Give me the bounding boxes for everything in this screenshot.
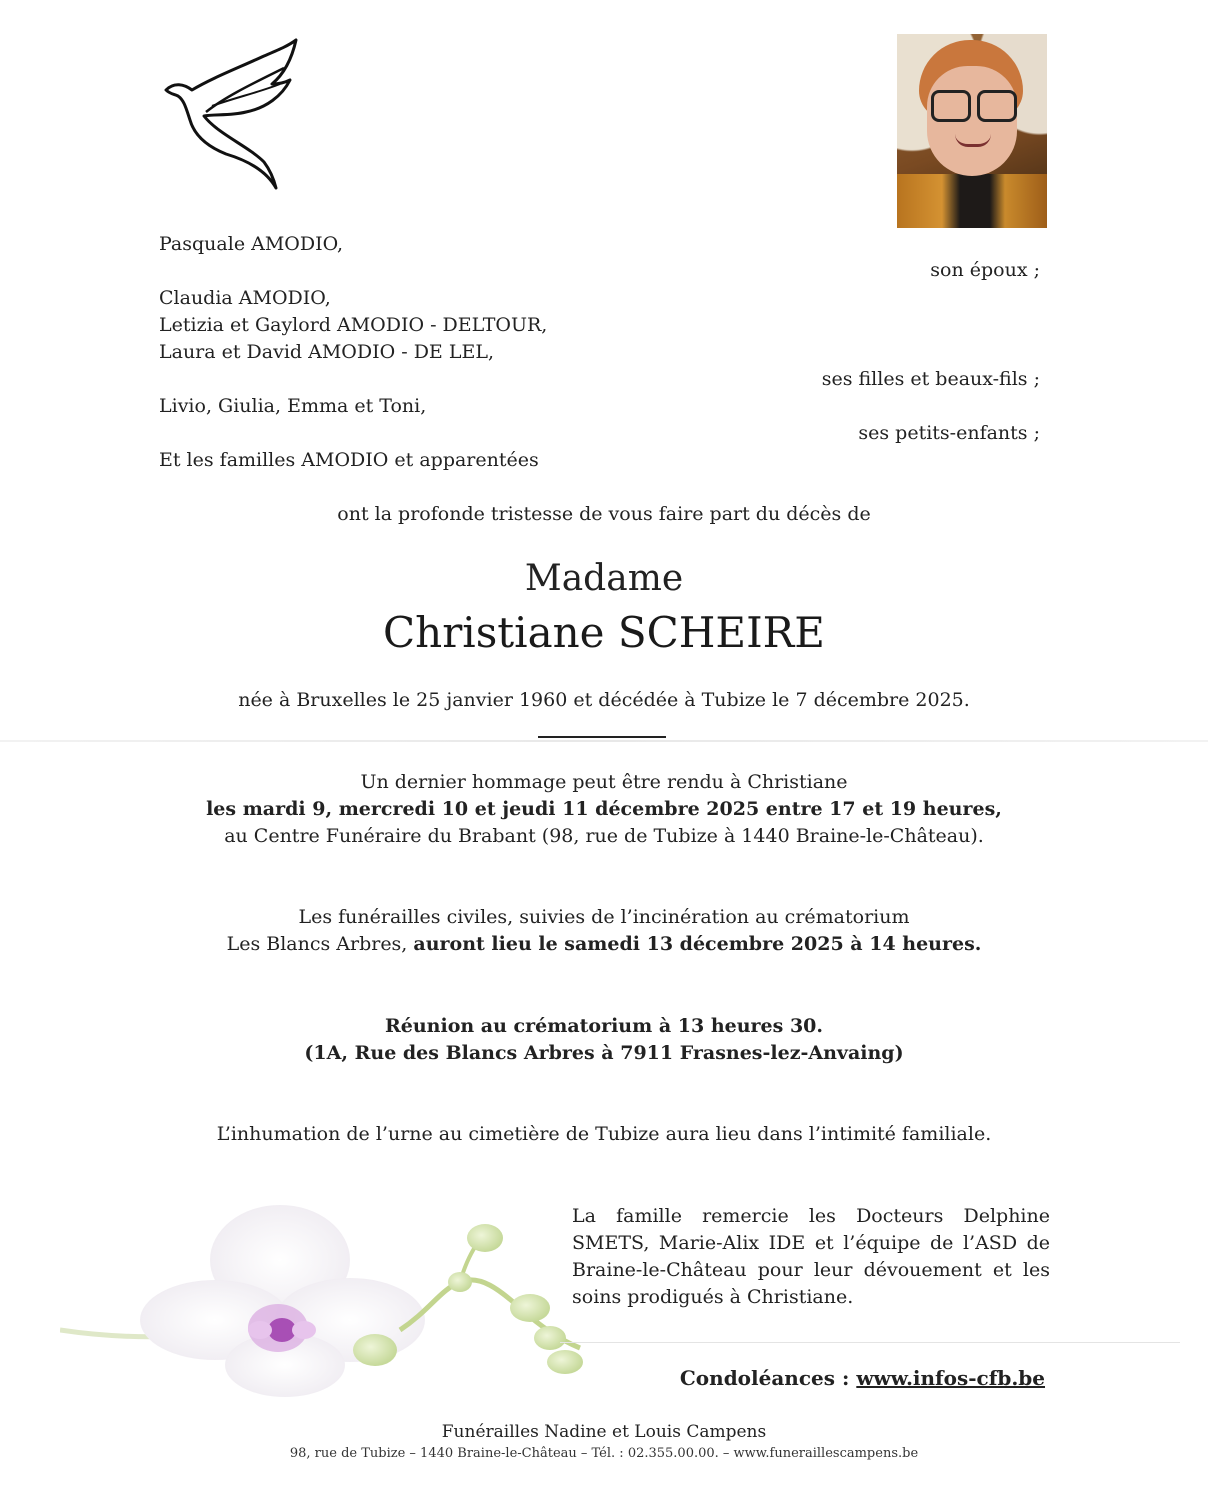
grandchildren-names: Livio, Giulia, Emma et Toni, xyxy=(159,395,427,417)
funerailles-date: auront lieu le samedi 13 décembre 2025 à 14 heures. xyxy=(413,933,982,955)
daughter-line: Claudia AMODIO, xyxy=(159,287,331,309)
dove-icon xyxy=(160,38,310,193)
inhumation-text: L’inhumation de l’urne au cimetière de Tubize aura lieu dans l’intimité familiale. xyxy=(216,1123,992,1145)
condoleances-link[interactable]: www.infos-cfb.be xyxy=(856,1366,1045,1390)
reunion-line-2 xyxy=(0,1040,1208,1067)
condoleances-label: Condoléances : xyxy=(679,1366,850,1390)
footer-company: Funérailles Nadine et Louis Campens xyxy=(441,1422,767,1442)
spouse-role: son époux ; xyxy=(930,259,1040,281)
decorative-line xyxy=(560,1342,1180,1343)
spouse-name: Pasquale AMODIO, xyxy=(159,233,344,255)
grandchildren-role: ses petits-enfants ; xyxy=(858,422,1040,444)
hommage-line-2 xyxy=(0,796,1208,823)
funerailles-line-2 xyxy=(0,931,1208,958)
card-fold-line xyxy=(0,740,1208,742)
orchid-flower-image xyxy=(60,1190,620,1400)
hommage-dates: les mardi 9, mercredi 10 et jeudi 11 décembre 2025 entre 17 et 19 heures, xyxy=(206,798,1002,820)
reunion-time: Réunion au crématorium à 13 heures 30. xyxy=(384,1015,824,1037)
thanks-paragraph: La famille remercie les Docteurs Delphine SMETS, Marie-Alix IDE et l’équipe de l’ASD de Braine-le-Château pour leur dévouement et les soins prodigués à Christiane. xyxy=(572,1205,1050,1308)
deceased-name: Christiane SCHEIRE xyxy=(383,608,825,657)
condoleances xyxy=(680,1364,1045,1392)
footer-address: 98, rue de Tubize – 1440 Braine-le-Château – Tél. : 02.355.00.00. – www.funeraillescampens.be xyxy=(289,1446,919,1461)
portrait-photo xyxy=(897,34,1047,228)
birth-death-dates: née à Bruxelles le 25 janvier 1960 et décédée à Tubize le 7 décembre 2025. xyxy=(238,689,970,711)
deceased-title: Madame xyxy=(524,558,684,599)
extended-families: Et les familles AMODIO et apparentées xyxy=(159,449,539,471)
daughters-role: ses filles et beaux-fils ; xyxy=(821,368,1040,390)
reunion-line-1 xyxy=(0,1013,1208,1040)
announcement-text: ont la profonde tristesse de vous faire part du décès de xyxy=(337,503,871,525)
daughter-line: Laura et David AMODIO - DE LEL, xyxy=(159,341,494,363)
crematorium-name: Les Blancs Arbres, xyxy=(226,933,408,955)
daughter-line: Letizia et Gaylord AMODIO - DELTOUR, xyxy=(159,314,548,336)
funerailles-line-1: Les funérailles civiles, suivies de l’incinération au crématorium xyxy=(298,906,910,928)
divider xyxy=(538,736,666,738)
hommage-line-3: au Centre Funéraire du Brabant (98, rue de Tubize à 1440 Braine-le-Château). xyxy=(224,825,984,847)
hommage-line-1: Un dernier hommage peut être rendu à Christiane xyxy=(360,771,848,793)
reunion-address: (1A, Rue des Blancs Arbres à 7911 Frasnes-lez-Anvaing) xyxy=(304,1042,904,1064)
